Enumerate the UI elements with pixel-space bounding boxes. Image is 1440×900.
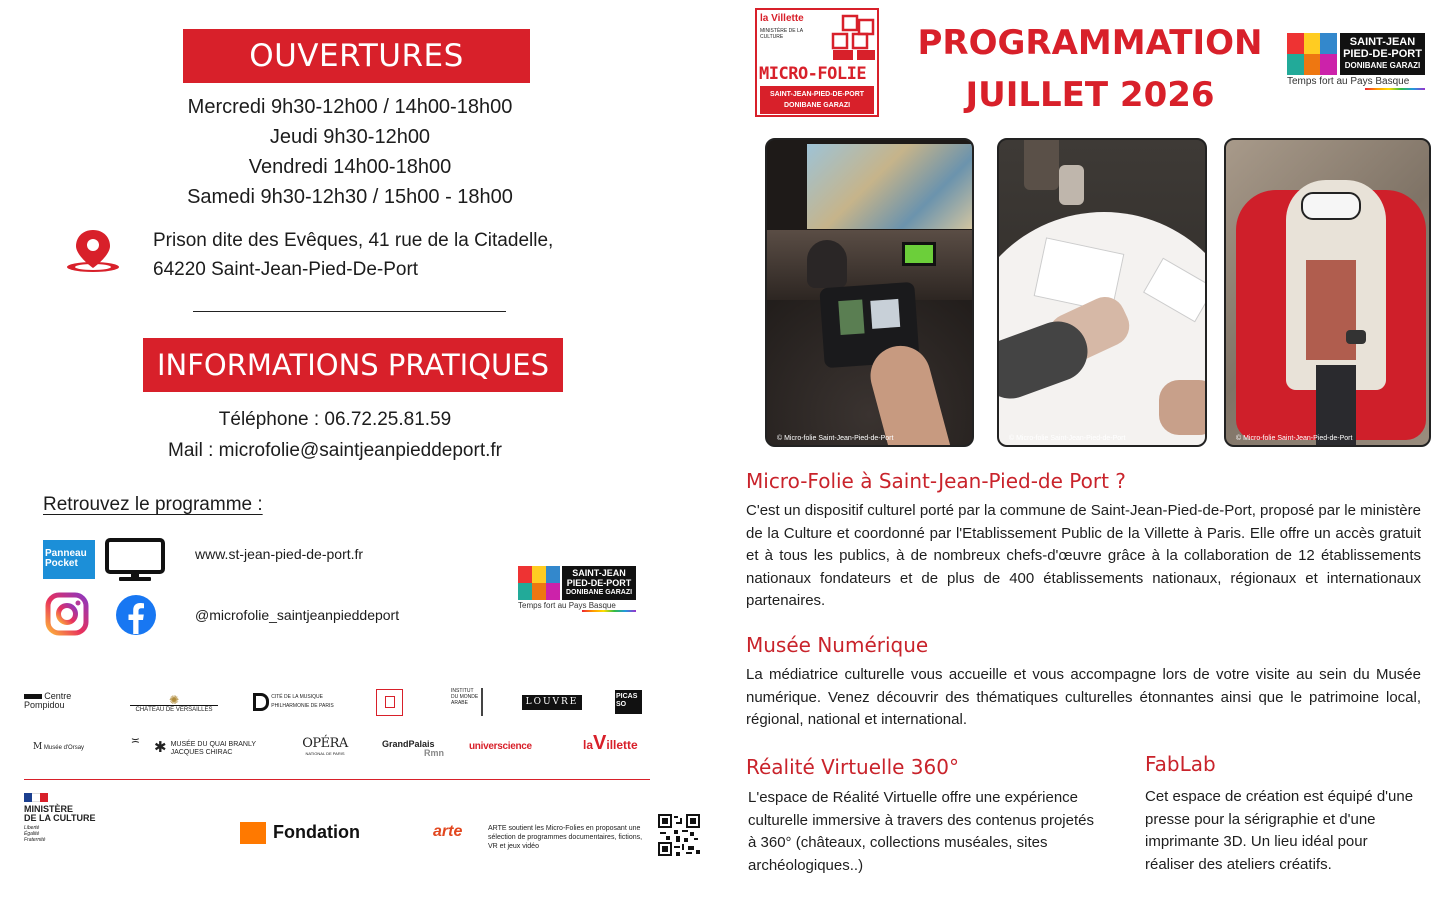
opening-hours [100, 92, 600, 212]
hours-wednesday: Mercredi 9h30-12h00 / 14h00-18h00 [187, 96, 513, 118]
facebook-icon[interactable] [115, 594, 157, 636]
programme-heading: Retrouvez le programme : [43, 494, 263, 515]
section-text-vr: L'espace de Réalité Virtuelle offre une expérience culturelle immersive à travers des contenus projetés à 360° (châteaux, collections muséales, sites archéologiques..) [748, 789, 1094, 874]
contact-info [120, 404, 550, 466]
hours-saturday: Samedi 9h30-12h30 / 15h00 - 18h00 [187, 186, 513, 208]
partner-grand-palais: GrandPalais Rmn [382, 739, 444, 758]
photo-musee-numerique: © Micro-folie Saint-Jean-Pied-de-Port [765, 138, 974, 447]
section-title-musee: Musée Numérique [746, 633, 929, 657]
monitor-icon [105, 538, 165, 582]
location-pin-icon [66, 228, 120, 274]
red-divider [24, 779, 650, 780]
section-text-micro-folie: C'est un dispositif culturel porté par la commune de Saint-Jean-Pied-de-Port, proposé par le ministère de la Culture et coordonné par l'Etablissement Public de la Villette à Paris. Elle offre un accès gratuit et à tous les publics, à de nombreux chefs-d'œuvre grâce à la collaboration de 12 établissements nationaux fondateurs et de plus de 400 établissements nationaux, régionaux et internationaux partenaires. [746, 502, 1421, 609]
saint-jean-logo-large: SAINT-JEAN PIED-DE-PORT DONIBANE GARAZI Temps fort au Pays Basque [1287, 33, 1427, 93]
saint-jean-logo-small: SAINT-JEAN PIED-DE-PORT DONIBANE GARAZI Temps fort au Pays Basque [518, 566, 636, 612]
cubes-icon [829, 12, 879, 62]
section-text-musee: La médiatrice culturelle vous accueille et vous accompagne lors de votre visite au sein du Musée numérique. Venez découvrir des thématiques culturelles étonnantes ainsi que le patrimoine local, régional, national et international. [746, 666, 1421, 728]
partner-orangerie: ≍ [130, 735, 140, 747]
section-title-fablab: FabLab [1145, 752, 1216, 776]
micro-folie-logo: la Villette MINISTÈRE DE LA CULTURE MICRO-FOLIE SAINT-JEAN-PIED-DE-PORT DONIBANE GARAZI [755, 8, 879, 117]
partner-red-logo [376, 689, 403, 716]
social-handle[interactable]: @microfolie_saintjeanpieddeport [195, 607, 400, 623]
ministere-culture-logo: MINISTÈRE DE LA CULTURE Liberté Égalité Fraternité [24, 793, 114, 843]
fondation-label: Fondation [273, 822, 360, 842]
programmation-line-1: PROGRAMMATION [917, 23, 1263, 63]
partner-ima: INSTITUT DU MONDE ARABE [451, 688, 483, 716]
programmation-line-2: JUILLET 2026 [965, 75, 1215, 115]
partner-pompidou: Centre Pompidou [24, 691, 72, 710]
mail: Mail : microfolie@saintjeanpieddeport.fr [168, 440, 502, 461]
section-title-micro-folie: Micro-Folie à Saint-Jean-Pied-de Port ? [746, 469, 1126, 493]
photo-realite-virtuelle: © Micro-folie Saint-Jean-Pied-de-Port [1224, 138, 1431, 447]
address [153, 226, 553, 284]
phone: Téléphone : 06.72.25.81.59 [218, 409, 452, 430]
website-link[interactable]: www.st-jean-pied-de-port.fr [195, 546, 364, 562]
programmation-title [915, 17, 1265, 121]
arte-text: ARTE soutient les Micro-Folies en proposant une sélection de programmes documentaires, fictions, VR et jeux vidéo [488, 825, 643, 850]
photo-fablab-drawing: © Micro-folie Saint-Jean-Pied-de-Port [997, 138, 1207, 447]
instagram-icon[interactable] [45, 592, 89, 636]
partner-opera: OPÉRA NATIONAL DE PARIS [302, 736, 348, 756]
panneau-pocket-icon: Panneau Pocket [43, 540, 95, 579]
partner-villette: laVillette [583, 732, 638, 754]
partner-picasso: PICASSO [615, 690, 642, 714]
partner-universcience: universcience [469, 741, 532, 752]
hours-thursday: Jeudi 9h30-12h00 [269, 126, 431, 148]
orange-fondation-square-icon [240, 822, 266, 844]
partner-louvre: LOUVRE [522, 695, 582, 710]
ouvertures-banner: OUVERTURES [183, 29, 530, 83]
informations-banner: INFORMATIONS PRATIQUES [143, 338, 563, 392]
section-title-vr: Réalité Virtuelle 360° [746, 755, 959, 779]
partner-quai-branly: ✱ MUSÉE DU QUAI BRANLY JACQUES CHIRAC [154, 739, 256, 756]
address-line-1: Prison dite des Evêques, 41 rue de la Citadelle, [153, 230, 554, 251]
separator-line [193, 311, 506, 312]
hours-friday: Vendredi 14h00-18h00 [248, 156, 452, 178]
arte-logo: arte [433, 823, 463, 840]
partner-orsay: M Musée d'Orsay [33, 742, 85, 752]
partner-philharmonie: CITÉ DE LA MUSIQUE PHILHARMONIE DE PARIS [253, 693, 343, 711]
address-line-2: 64220 Saint-Jean-Pied-De-Port [153, 259, 419, 280]
qr-code-icon[interactable] [656, 814, 702, 856]
partner-versailles: ✺ CHÂTEAU DE VERSAILLES [130, 696, 218, 715]
section-text-fablab: Cet espace de création est équipé d'une presse pour la sérigraphie et d'une imprimante 3D. Un lieu idéal pour réaliser des ateliers créatifs. [1145, 788, 1414, 873]
